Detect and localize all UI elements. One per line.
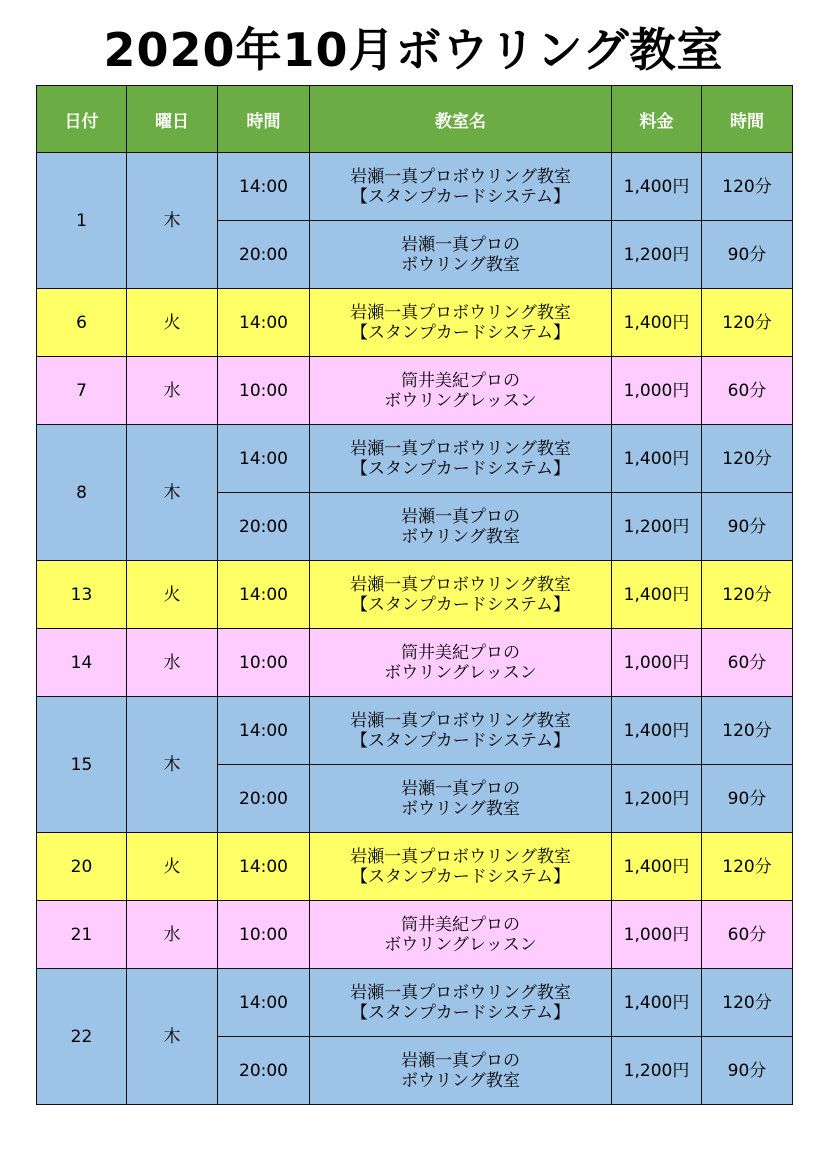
- class-name-cell: [310, 1037, 612, 1105]
- class-name-line-1: 岩瀬一真プロボウリング教室: [350, 846, 571, 867]
- table-row: [37, 425, 793, 493]
- time-cell: 20:00: [218, 1037, 310, 1105]
- time-cell: 10:00: [218, 629, 310, 697]
- duration-cell: 90分: [702, 221, 793, 289]
- class-name-line-1: 岩瀬一真プロの: [401, 778, 520, 799]
- class-name-cell: [310, 901, 612, 969]
- fee-cell: 1,400円: [612, 969, 702, 1037]
- time-cell: 14:00: [218, 289, 310, 357]
- fee-cell: 1,400円: [612, 289, 702, 357]
- date-cell: 1: [37, 153, 127, 289]
- time-cell: 14:00: [218, 153, 310, 221]
- class-name-line-1: 岩瀬一真プロの: [401, 506, 520, 527]
- header-time: 時間: [218, 86, 310, 153]
- class-name-line-2: 【スタンプカードシステム】: [350, 594, 571, 615]
- time-cell: 10:00: [218, 357, 310, 425]
- duration-cell: 120分: [702, 697, 793, 765]
- table-row: [37, 629, 793, 697]
- schedule-table: [36, 85, 793, 1105]
- class-name-line-1: 岩瀬一真プロボウリング教室: [350, 710, 571, 731]
- class-name-line-1: 筒井美紀プロの: [401, 642, 520, 663]
- fee-cell: 1,200円: [612, 493, 702, 561]
- duration-cell: 120分: [702, 153, 793, 221]
- table-row: [37, 697, 793, 765]
- time-cell: 14:00: [218, 425, 310, 493]
- time-cell: 14:00: [218, 697, 310, 765]
- class-name-line-2: ボウリング教室: [401, 1070, 520, 1091]
- fee-cell: 1,400円: [612, 833, 702, 901]
- date-cell: 20: [37, 833, 127, 901]
- class-name-line-1: 筒井美紀プロの: [401, 914, 520, 935]
- weekday-cell: 火: [127, 833, 218, 901]
- time-cell: 14:00: [218, 833, 310, 901]
- class-name-cell: [310, 561, 612, 629]
- table-row: [37, 289, 793, 357]
- table-row: [37, 561, 793, 629]
- class-name-line-1: 岩瀬一真プロの: [401, 1050, 520, 1071]
- weekday-cell: 木: [127, 425, 218, 561]
- class-name-cell: [310, 221, 612, 289]
- table-row: [37, 153, 793, 221]
- class-name-line-2: 【スタンプカードシステム】: [350, 322, 571, 343]
- class-name-line-1: 岩瀬一真プロボウリング教室: [350, 166, 571, 187]
- class-name-line-1: 岩瀬一真プロボウリング教室: [350, 982, 571, 1003]
- class-name-line-2: ボウリング教室: [401, 526, 520, 547]
- fee-cell: 1,200円: [612, 765, 702, 833]
- class-name-line-2: ボウリングレッスン: [384, 662, 537, 683]
- class-name-cell: [310, 425, 612, 493]
- class-name-line-1: 岩瀬一真プロボウリング教室: [350, 574, 571, 595]
- duration-cell: 120分: [702, 561, 793, 629]
- class-name-cell: [310, 357, 612, 425]
- weekday-cell: 水: [127, 629, 218, 697]
- class-name-cell: [310, 289, 612, 357]
- duration-cell: 90分: [702, 493, 793, 561]
- schedule-body: [37, 153, 793, 1105]
- header-class-name: 教室名: [310, 86, 612, 153]
- duration-cell: 60分: [702, 901, 793, 969]
- fee-cell: 1,000円: [612, 357, 702, 425]
- class-name-line-1: 岩瀬一真プロボウリング教室: [350, 438, 571, 459]
- fee-cell: 1,000円: [612, 629, 702, 697]
- header-date: 日付: [37, 86, 127, 153]
- duration-cell: 60分: [702, 629, 793, 697]
- class-name-line-2: ボウリング教室: [401, 798, 520, 819]
- duration-cell: 90分: [702, 765, 793, 833]
- weekday-cell: 木: [127, 153, 218, 289]
- table-header-row: [37, 86, 793, 153]
- class-name-cell: [310, 493, 612, 561]
- header-fee: 料金: [612, 86, 702, 153]
- duration-cell: 90分: [702, 1037, 793, 1105]
- weekday-cell: 木: [127, 969, 218, 1105]
- fee-cell: 1,400円: [612, 425, 702, 493]
- class-name-cell: [310, 153, 612, 221]
- date-cell: 7: [37, 357, 127, 425]
- fee-cell: 1,200円: [612, 1037, 702, 1105]
- duration-cell: 60分: [702, 357, 793, 425]
- table-row: [37, 833, 793, 901]
- fee-cell: 1,400円: [612, 697, 702, 765]
- class-name-cell: [310, 833, 612, 901]
- class-name-cell: [310, 969, 612, 1037]
- date-cell: 22: [37, 969, 127, 1105]
- time-cell: 14:00: [218, 969, 310, 1037]
- fee-cell: 1,200円: [612, 221, 702, 289]
- weekday-cell: 火: [127, 289, 218, 357]
- date-cell: 21: [37, 901, 127, 969]
- class-name-cell: [310, 697, 612, 765]
- class-name-line-1: 筒井美紀プロの: [401, 370, 520, 391]
- time-cell: 20:00: [218, 493, 310, 561]
- class-name-line-2: ボウリングレッスン: [384, 390, 537, 411]
- header-duration: 時間: [702, 86, 793, 153]
- class-name-line-2: 【スタンプカードシステム】: [350, 730, 571, 751]
- weekday-cell: 水: [127, 357, 218, 425]
- duration-cell: 120分: [702, 969, 793, 1037]
- time-cell: 20:00: [218, 221, 310, 289]
- page-title: 2020年10月ボウリング教室: [103, 23, 724, 77]
- fee-cell: 1,400円: [612, 153, 702, 221]
- date-cell: 14: [37, 629, 127, 697]
- header-weekday: 曜日: [127, 86, 218, 153]
- weekday-cell: 水: [127, 901, 218, 969]
- class-name-line-2: 【スタンプカードシステム】: [350, 186, 571, 207]
- date-cell: 6: [37, 289, 127, 357]
- weekday-cell: 火: [127, 561, 218, 629]
- class-name-line-1: 岩瀬一真プロボウリング教室: [350, 302, 571, 323]
- time-cell: 14:00: [218, 561, 310, 629]
- class-name-line-1: 岩瀬一真プロの: [401, 234, 520, 255]
- class-name-line-2: ボウリングレッスン: [384, 934, 537, 955]
- date-cell: 15: [37, 697, 127, 833]
- duration-cell: 120分: [702, 833, 793, 901]
- date-cell: 8: [37, 425, 127, 561]
- fee-cell: 1,000円: [612, 901, 702, 969]
- class-name-line-2: 【スタンプカードシステム】: [350, 1002, 571, 1023]
- class-name-cell: [310, 765, 612, 833]
- time-cell: 10:00: [218, 901, 310, 969]
- class-name-line-2: 【スタンプカードシステム】: [350, 458, 571, 479]
- duration-cell: 120分: [702, 425, 793, 493]
- fee-cell: 1,400円: [612, 561, 702, 629]
- class-name-line-2: ボウリング教室: [401, 254, 520, 275]
- table-row: [37, 357, 793, 425]
- table-row: [37, 901, 793, 969]
- weekday-cell: 木: [127, 697, 218, 833]
- duration-cell: 120分: [702, 289, 793, 357]
- class-name-cell: [310, 629, 612, 697]
- table-row: [37, 969, 793, 1037]
- class-name-line-2: 【スタンプカードシステム】: [350, 866, 571, 887]
- time-cell: 20:00: [218, 765, 310, 833]
- date-cell: 13: [37, 561, 127, 629]
